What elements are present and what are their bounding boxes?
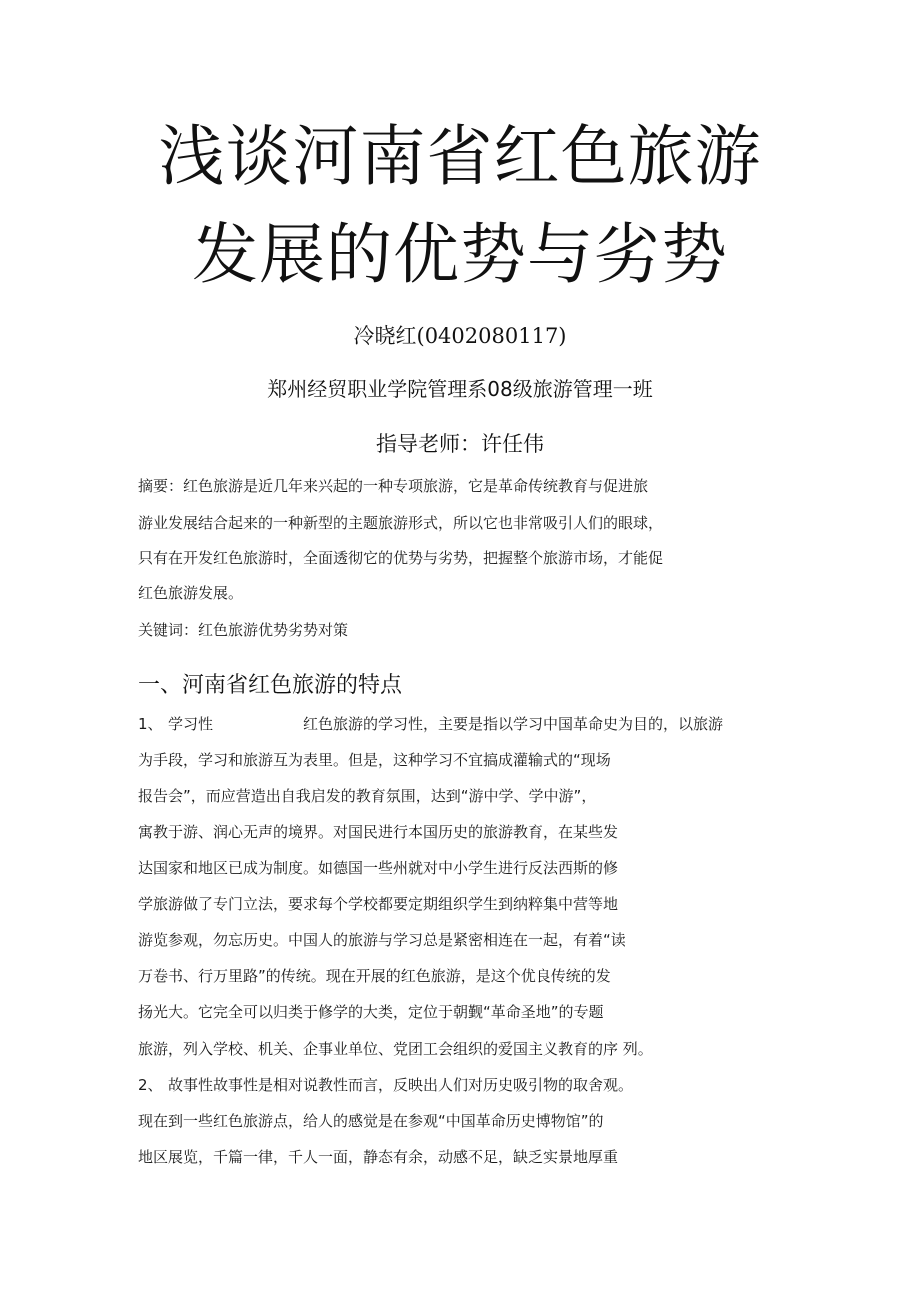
body-line: 报告会”，而应营造出自我启发的教育氛围，达到“游中学、学中游”， xyxy=(138,787,597,805)
body-line: 万卷书、行万里路”的传统。现在开展的红色旅游，是这个优良传统的发 xyxy=(138,967,611,985)
item-2-header xyxy=(138,1075,633,1095)
item-1-number: 1、 xyxy=(138,715,163,733)
body-line: 达国家和地区已成为制度。如德国一些州就对中小学生进行反法西斯的修 xyxy=(138,859,619,877)
body-line: 地区展览，千篇一律，千人一面，静态有余，动感不足，缺乏实景地厚重 xyxy=(138,1148,619,1166)
section-heading: 一、河南省红色旅游的特点 xyxy=(138,673,403,698)
title-line-2: 发展的优势与劣势 xyxy=(192,216,728,293)
abstract-line: 红色旅游发展。 xyxy=(138,584,244,602)
affiliation: 郑州经贸职业学院管理系08级旅游管理一班 xyxy=(267,377,653,401)
body-line: 现在到一些红色旅游点，给人的感觉是在参观“中国革命历史博物馆”的 xyxy=(138,1112,604,1130)
body-line: 旅游，列入学校、机关、企事业单位、党团工会组织的爱国主义教育的序 列。 xyxy=(138,1040,653,1058)
abstract-line: 只有在开发红色旅游时，全面透彻它的优势与劣势，把握整个旅游市场，才能促 xyxy=(138,549,664,567)
body-line: 为手段，学习和旅游互为表里。但是，这种学习不宜搞成灌输式的“现场 xyxy=(138,751,611,769)
body-line: 寓教于游、润心无声的境界。对国民进行本国历史的旅游教育，在某些发 xyxy=(138,823,619,841)
body-line: 学旅游做了专门立法，要求每个学校都要定期组织学生到纳粹集中营等地 xyxy=(138,895,619,913)
item-1-first-line: 红色旅游的学习性，主要是指以学习中国革命史为目的，以旅游 xyxy=(303,715,724,733)
author-name: 冷晓红(0402080117) xyxy=(353,324,567,348)
item-2-first-line: 故事性故事性是相对说教性而言，反映出人们对历史吸引物的取舍观。 xyxy=(168,1076,634,1094)
item-1-header xyxy=(138,714,723,734)
abstract-line: 游业发展结合起来的一种新型的主题旅游形式，所以它也非常吸引人们的眼球， xyxy=(138,514,664,532)
advisor: 指导老师：许任伟 xyxy=(376,432,544,456)
keywords: 关键词：红色旅游优势劣势对策 xyxy=(138,621,349,639)
body-line: 游览参观，勿忘历史。中国人的旅游与学习总是紧密相连在一起，有着“读 xyxy=(138,931,626,949)
item-2-number: 2、 xyxy=(138,1076,163,1094)
abstract-line: 摘要：红色旅游是近几年来兴起的一种专项旅游，它是革命传统教育与促进旅 xyxy=(138,477,649,495)
body-line: 扬光大。它完全可以归类于修学的大类，定位于朝觐“革命圣地”的专题 xyxy=(138,1003,604,1021)
title-line-1: 浅谈河南省红色旅游 xyxy=(158,118,762,195)
item-1-label: 学习性 xyxy=(168,715,214,733)
